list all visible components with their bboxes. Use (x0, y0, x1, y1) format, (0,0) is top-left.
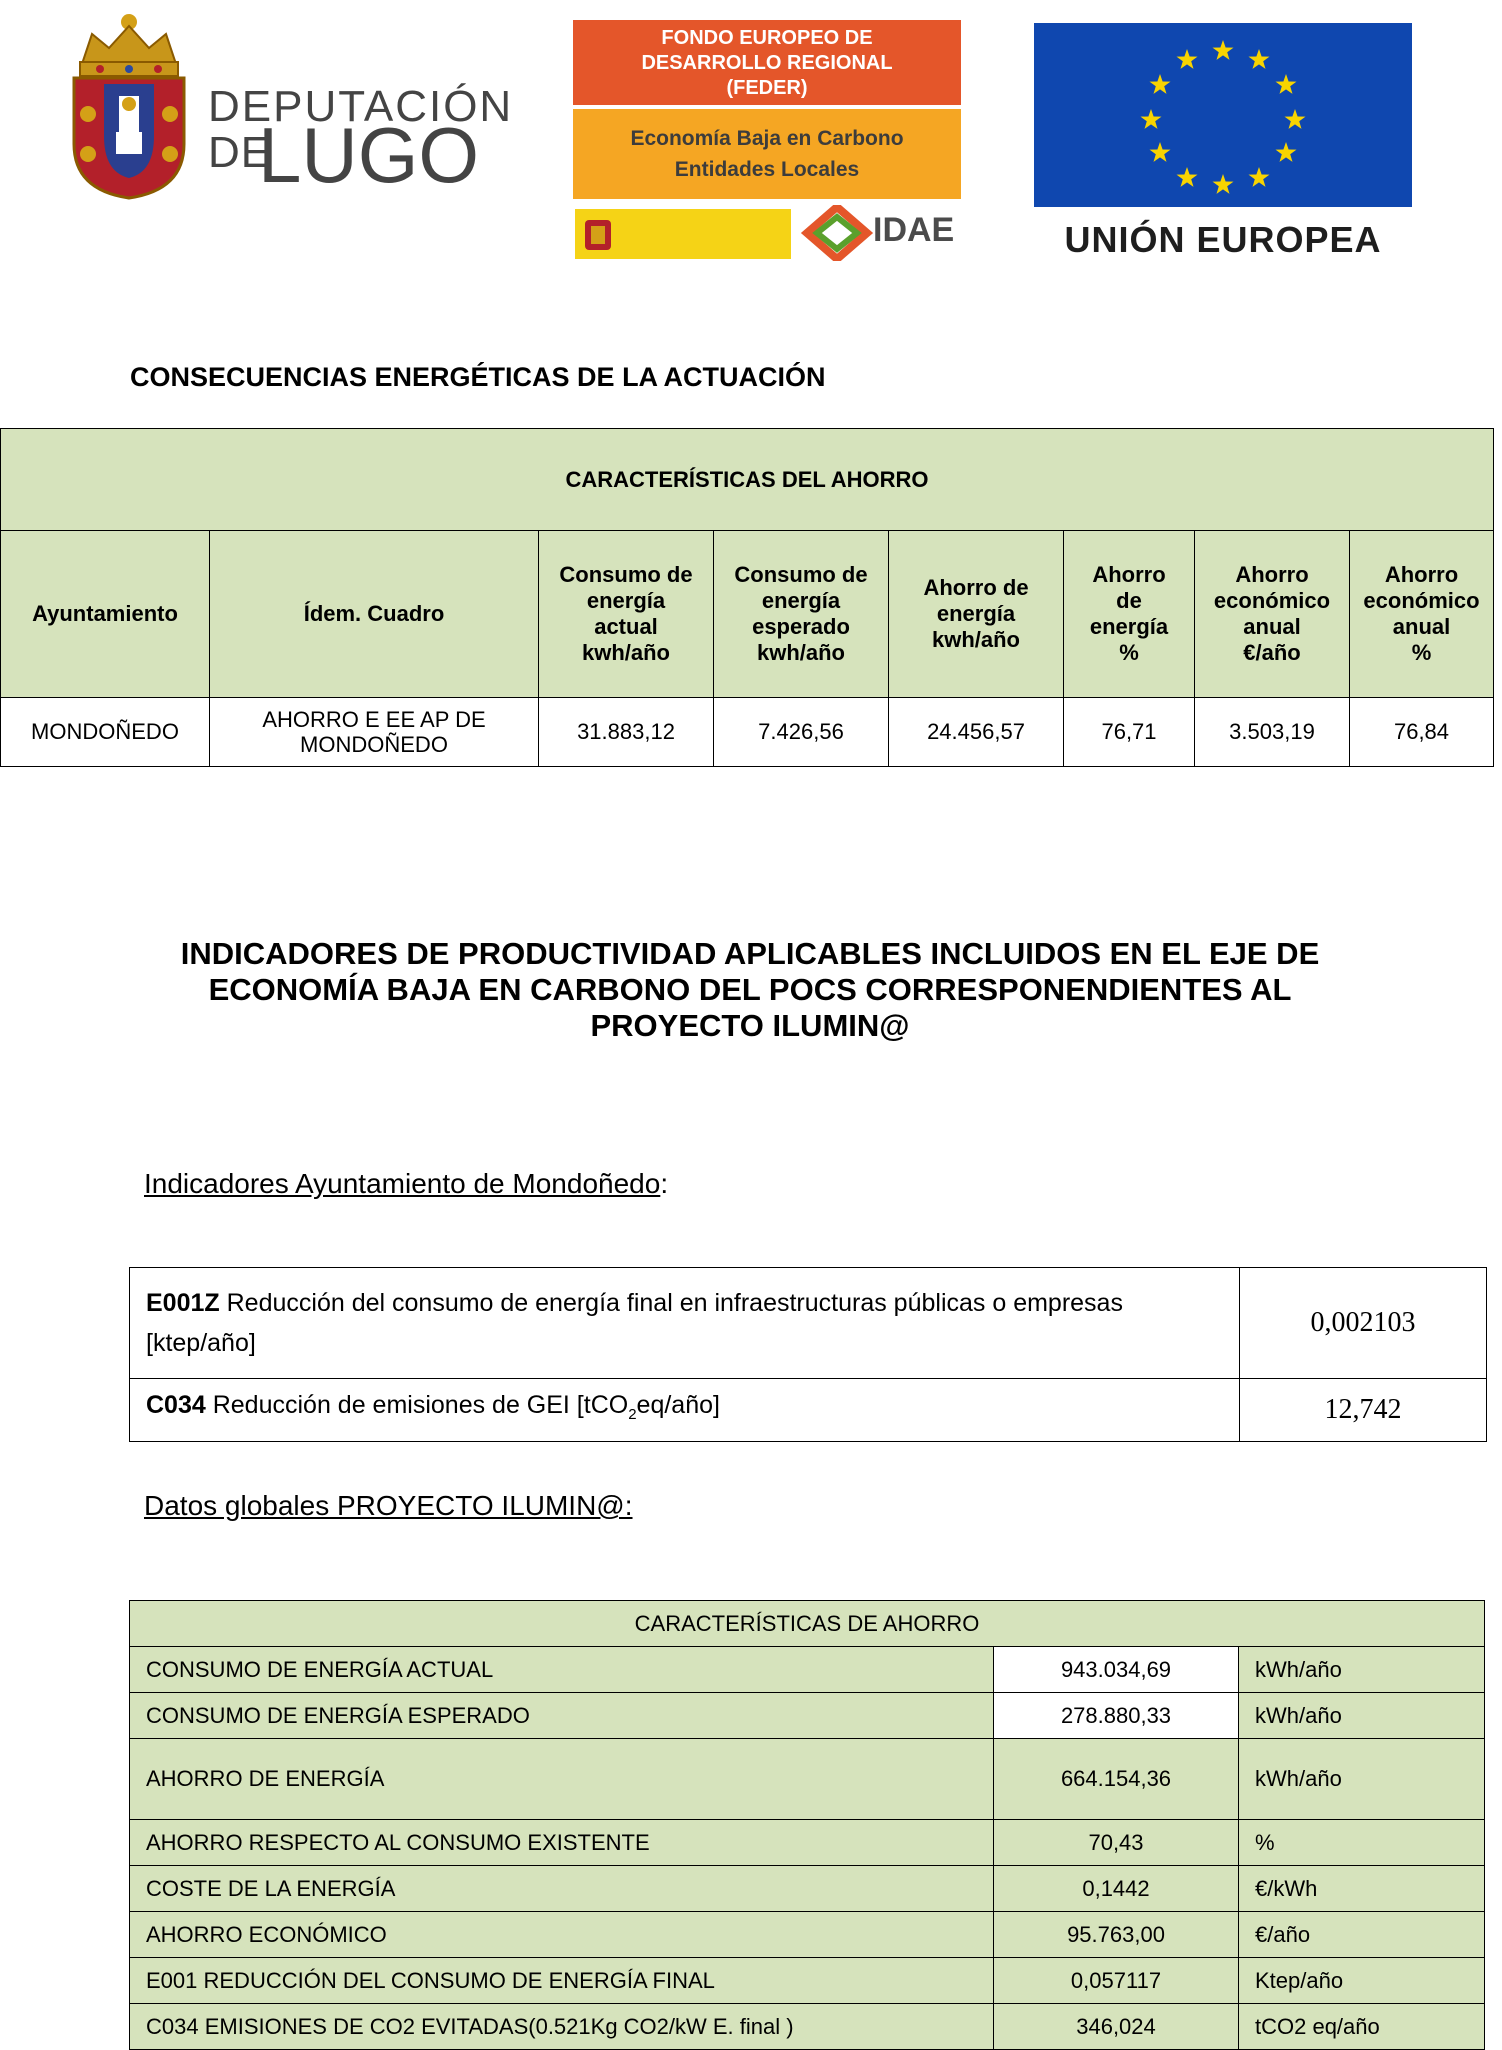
cell-idem-cuadro (210, 698, 539, 767)
header-line: Ayuntamiento (32, 601, 178, 626)
global-row-unit: kWh/año (1239, 1647, 1485, 1693)
indicator-text: [ktep/año] (146, 1329, 256, 1357)
header-line: Ahorro (1235, 562, 1309, 587)
feder-subtitle-line: Economía Baja en Carbono (630, 127, 904, 150)
header-line: kwh/año (756, 640, 845, 665)
header-line: Consumo de (559, 562, 693, 587)
feder-title-line: FONDO EUROPEO DE (661, 27, 873, 49)
table-row (130, 1912, 1485, 1958)
header-idem-cuadro (210, 531, 539, 698)
global-row-value: 0,057117 (994, 1958, 1239, 2004)
cell-ahorro-energia: 24.456,57 (889, 698, 1064, 767)
global-row-label: CONSUMO DE ENERGÍA ACTUAL (130, 1647, 994, 1693)
feder-title-line: (FEDER) (726, 77, 808, 99)
header-line: esperado (752, 614, 850, 639)
savings-table-header-row (1, 531, 1494, 698)
table-row (130, 1866, 1485, 1912)
global-data-caption: CARACTERÍSTICAS DE AHORRO (130, 1601, 1485, 1647)
section-title: CONSECUENCIAS ENERGÉTICAS DE LA ACTUACIÓN (130, 362, 826, 392)
header-line: €/año (1243, 640, 1301, 665)
indicator-e001z-label (130, 1268, 1240, 1379)
global-data-heading-text: Datos globales PROYECTO ILUMIN@: (144, 1490, 633, 1521)
idae-logo-icon (797, 205, 877, 261)
cell-ayuntamiento: MONDOÑEDO (1, 698, 210, 767)
indicator-text: Reducción del consumo de energía final en infraestructuras públicas o empresas (226, 1289, 1123, 1317)
indicators-title-line: ECONOMÍA BAJA EN CARBONO DEL POCS CORRESPONENDIENTES AL (208, 972, 1292, 1007)
header-line: kwh/año (931, 627, 1020, 652)
indicators-title-line: PROYECTO ILUMIN@ (590, 1008, 910, 1043)
header-line: Ídem. Cuadro (303, 601, 445, 626)
header-line: energía (936, 601, 1016, 626)
lugo-text-deputacion: DEPUTACIÓN (208, 82, 514, 131)
global-row-value: 0,1442 (994, 1866, 1239, 1912)
cell-ahorro-economico-pct: 76,84 (1350, 698, 1494, 767)
header-line: energía (1089, 614, 1169, 639)
indicators-title (100, 936, 1400, 1044)
header-line: Ahorro (1092, 562, 1166, 587)
table-row (130, 1601, 1485, 1647)
eu-stars-icon (1034, 23, 1412, 207)
feder-logo (573, 20, 961, 254)
global-row-label: C034 EMISIONES DE CO2 EVITADAS(0.521Kg CO2/kW E. final ) (130, 2004, 994, 2050)
cell-consumo-esperado: 7.426,56 (714, 698, 889, 767)
header-line: actual (594, 614, 658, 639)
municipal-indicators-table (129, 1267, 1487, 1442)
table-row (130, 1647, 1485, 1693)
spain-coat-of-arms-icon (581, 214, 615, 254)
global-row-value: 95.763,00 (994, 1912, 1239, 1958)
header-ahorro-energia-pct (1064, 531, 1195, 698)
feder-title-block (573, 20, 961, 105)
cell-consumo-actual: 31.883,12 (539, 698, 714, 767)
global-data-heading (144, 1490, 633, 1522)
header-line: económico (1213, 588, 1331, 613)
savings-table (0, 428, 1494, 767)
header-ahorro-economico (1195, 531, 1350, 698)
table-row (130, 2004, 1485, 2050)
lugo-text-de: DE (208, 128, 272, 177)
eu-logo (1034, 23, 1412, 260)
header-ayuntamiento (1, 531, 210, 698)
header-line: económico (1363, 588, 1480, 613)
lugo-coat-of-arms-icon (64, 4, 194, 200)
header-line: energía (586, 588, 666, 613)
indicators-title-line: INDICADORES DE PRODUCTIVIDAD APLICABLES INCLUIDOS EN EL EJE DE (180, 936, 1320, 971)
indicator-c034-value: 12,742 (1240, 1379, 1487, 1442)
indicator-e001z-value: 0,002103 (1240, 1268, 1487, 1379)
table-row (130, 1379, 1487, 1442)
indicator-code: C034 (146, 1391, 206, 1419)
indicator-text: Reducción de emisiones de GEI [tCO (212, 1391, 629, 1419)
global-row-label: AHORRO ECONÓMICO (130, 1912, 994, 1958)
eu-flag (1034, 23, 1412, 207)
feder-partner-strip (573, 203, 961, 261)
global-row-unit: €/kWh (1239, 1866, 1485, 1912)
table-row (130, 1739, 1485, 1820)
global-row-label: CONSUMO DE ENERGÍA ESPERADO (130, 1693, 994, 1739)
table-row (130, 1268, 1487, 1379)
global-row-label: AHORRO RESPECTO AL CONSUMO EXISTENTE (130, 1820, 994, 1866)
global-row-unit: kWh/año (1239, 1693, 1485, 1739)
global-row-unit: % (1239, 1820, 1485, 1866)
cell-line: AHORRO E EE AP DE (262, 707, 486, 732)
lugo-text-lugo: LUGO (258, 111, 480, 199)
global-row-unit: Ktep/año (1239, 1958, 1485, 2004)
global-row-value: 70,43 (994, 1820, 1239, 1866)
municipal-indicators-heading (144, 1168, 668, 1200)
indicator-text: eq/año] (636, 1391, 720, 1419)
global-row-value: 664.154,36 (994, 1739, 1239, 1820)
indicator-c034-label (130, 1379, 1240, 1442)
header-ahorro-economico-pct (1350, 531, 1494, 698)
gobierno-espana-logo (575, 209, 791, 259)
global-row-label: E001 REDUCCIÓN DEL CONSUMO DE ENERGÍA FINAL (130, 1958, 994, 2004)
header-line: kwh/año (581, 640, 670, 665)
header-consumo-actual (539, 531, 714, 698)
idae-label: IDAE (873, 211, 955, 249)
cell-ahorro-economico: 3.503,19 (1195, 698, 1350, 767)
table-row (1, 698, 1494, 767)
feder-subtitle-block (573, 109, 961, 199)
header-line: de (1116, 588, 1142, 613)
global-data-table (129, 1600, 1485, 2050)
municipal-indicators-heading-text: Indicadores Ayuntamiento de Mondoñedo (144, 1168, 661, 1199)
header-line: anual (1392, 614, 1451, 639)
deputacion-lugo-logo (64, 4, 514, 204)
cell-line: MONDOÑEDO (300, 732, 448, 757)
header-line: Ahorro de (923, 575, 1029, 600)
header-ahorro-energia (889, 531, 1064, 698)
savings-table-caption: CARACTERÍSTICAS DEL AHORRO (1, 429, 1494, 531)
header-line: energía (761, 588, 841, 613)
table-row (130, 1958, 1485, 2004)
cell-ahorro-energia-pct: 76,71 (1064, 698, 1195, 767)
header-line: % (1411, 640, 1432, 665)
global-row-label: COSTE DE LA ENERGÍA (130, 1866, 994, 1912)
global-row-unit: tCO2 eq/año (1239, 2004, 1485, 2050)
header-consumo-esperado (714, 531, 889, 698)
eu-label: UNIÓN EUROPEA (1064, 219, 1382, 260)
header-line: Ahorro (1384, 562, 1459, 587)
table-row (130, 1693, 1485, 1739)
table-row (130, 1820, 1485, 1866)
heading-colon: : (660, 1168, 669, 1199)
header-line: anual (1243, 614, 1301, 639)
global-row-label: AHORRO DE ENERGÍA (130, 1739, 994, 1820)
feder-subtitle-line: Entidades Locales (674, 158, 860, 181)
global-row-unit: kWh/año (1239, 1739, 1485, 1820)
global-row-value: 346,024 (994, 2004, 1239, 2050)
global-row-value: 943.034,69 (994, 1647, 1239, 1693)
feder-title-line: DESARROLLO REGIONAL (641, 52, 893, 74)
indicator-code: E001Z (146, 1289, 220, 1317)
header-line: % (1119, 640, 1139, 665)
global-row-value: 278.880,33 (994, 1693, 1239, 1739)
global-row-unit: €/año (1239, 1912, 1485, 1958)
indicator-subscript: 2 (628, 1406, 637, 1423)
header-line: Consumo de (734, 562, 868, 587)
